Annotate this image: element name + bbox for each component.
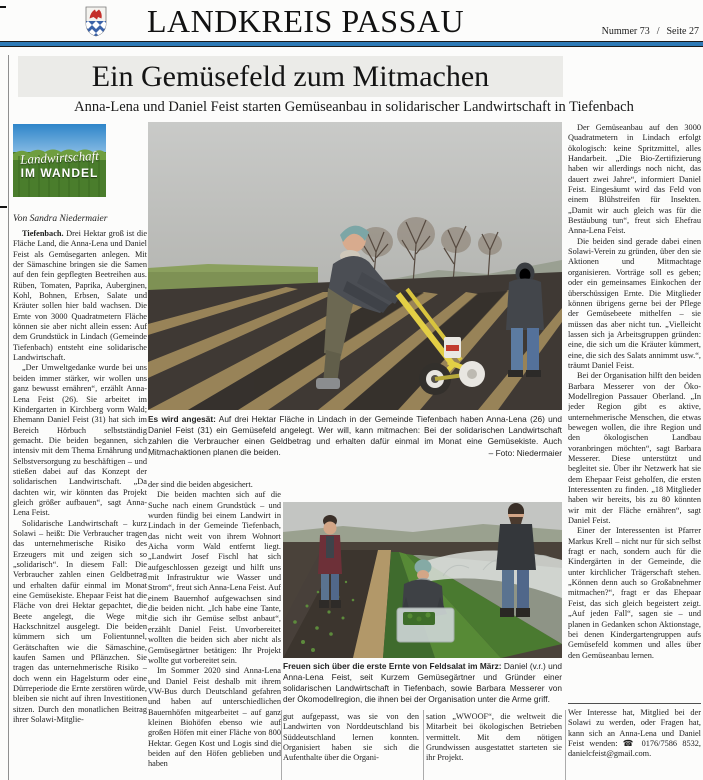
harvest-photo-image bbox=[283, 502, 562, 658]
article-paragraph bbox=[13, 229, 147, 363]
article-paragraph: sation „WWOOF“, die weltweit die Mitarbeit bei ökologischen Betrieben vermittelt. Mit dem nötigen Grundwissen ausgestattet starteten sie ihr Projekt. bbox=[426, 712, 562, 763]
photo-credit: – Foto: Niedermaier bbox=[483, 448, 562, 459]
salad-crate bbox=[397, 608, 454, 642]
contact-phone-email: 0176/7586 8532, danielcfeist@gmail.com. bbox=[568, 739, 701, 759]
column-separator bbox=[423, 710, 424, 780]
article-paragraph: Die beiden sind gerade dabei einen Solawi-Verein zu gründen, über den sie Aktionen und Mitmachtage organisieren. Vorträge soll es geben; oder ein gemeinsames Einkochen der überschüssigen Ernte. Die Mitglieder können übrigens gerne bei der Pflege der Gemüsebeete mithelfen – sie müssen das aber nicht tun. „Vielleicht lassen sich ja Arbeitsgruppen gründen: eine, die sich um die Kräuter kümmert, eine, die sich des Salats annimmt usw.“, träumt Daniel Feist. bbox=[568, 236, 701, 370]
caption-lead: Es wird angesät: bbox=[148, 414, 216, 424]
salad-harvest-scene bbox=[283, 502, 562, 658]
article-paragraph: Einer der Interessenten ist Pfarrer Markus Krell – nicht nur für sich selbst fragt er nach, sondern auch für die Kindergärten in der Gemeinde, die unter kirchlicher Trägerschaft stehen. „Können denn auch so Großabnehmer mitmachen?“, fragt er das Ehepaar Feist, das sich gleich begeistert zeigt. „Auf jeden Fall“, sagen sie – und planen in Gedanken schon Aktionstage, bei denen Kindergartengruppen aufs Gemüsefeld kommen und alles über den Gemüseanbau lernen. bbox=[568, 526, 701, 660]
article-paragraph: „Der Umweltgedanke wurde bei uns beiden immer stärker, wir wollen uns ganz bewusst ernähren“, erzählt Anna-Lena Feist (26). Sie arbeitet im Kindergarten in Kirchberg vorm Wald; Ehemann Daniel Feist (31) hat sich im Bereich Hörbuch selbstständig gemacht. Die beiden begannen, sich intensiv mit dem Thema Ernährung und Selbstversorgung zu beschäftigen – und stießen dabei auf das Konzept der solidarischen Landwirtschaft. „Da dachten wir, wir könnten das Projekt gleich größer aufbauen“, sagt Anna-Lena Feist. bbox=[13, 363, 147, 518]
article-paragraph: Die beiden machten sich auf die Suche nach einem Grundstück – und wurden fündig bei einem Landwirt in Lindach in der Gemeinde Tiefenbach, das nicht weit von ihrem Wohnort Aicha vorm Wald entfernt liegt. „Landwirt Josef Fischl hat sich aufgeschlossen gezeigt und hilft uns mit Infrastruktur wie Wasser und Strom“, freut sich Anna-Lena Feist. Auf einem Bauernhof aufgewachsen sind die beiden nicht. „Ich habe eine Tante, die sich ihr Gemüse selbst anbaut“, erzählt Daniel Feist. Unvorbereitet wollten die beiden sich aber nicht als Gemüsegärtner betätigen: Ihr Projekt wollte gut vorbereitet sein. bbox=[148, 490, 281, 665]
dateline-lead: Tiefenbach. bbox=[22, 229, 64, 238]
contact-paragraph bbox=[568, 708, 701, 760]
scan-mark bbox=[0, 206, 7, 208]
series-badge-subtitle: IM WANDEL bbox=[20, 166, 99, 180]
main-photo-caption bbox=[148, 414, 562, 460]
contact-divider bbox=[568, 703, 701, 704]
phone-icon: ☎ bbox=[622, 739, 637, 749]
page-edge-rule bbox=[8, 55, 9, 780]
right-column bbox=[568, 123, 701, 700]
paragraph-text: Drei Hektar groß ist die Fläche Land, die Anna-Lena und Daniel Feist als Gemüsegarten anlegen. Mit der Sämaschine bringen sie die Samen auf den fein gepflegten Beetreihen aus. Rüben, Tomaten, Paprika, Auberginen, Kohl, Bohnen, Erbsen, Salate und Kräuter sollen hier bald wachsen. Die Ernte von 3000 Quadratmetern Fläche können sie aber nicht allein essen: Auf dem Grundstück in Lindach (Gemeinde Tiefenbach) entsteht eine solidarische Landwirtschaft. bbox=[13, 229, 147, 363]
caption-lead: Freuen sich über die erste Ernte von Feldsalat im März: bbox=[283, 661, 502, 671]
main-photo-image bbox=[148, 122, 562, 410]
series-badge-image bbox=[13, 124, 106, 197]
article-subheadline: Anna-Lena und Daniel Feist starten Gemüseanbau in solidarischer Landwirtschaft in Tiefenbach bbox=[74, 99, 634, 115]
column-separator bbox=[565, 710, 566, 780]
article-paragraph: Der Gemüseanbau auf den 3000 Quadratmetern in Lindach erfolgt ökologisch: keine Spritzmittel, alles Handarbeit. „Die Bio-Zertifizierung haben wir allerdings noch nicht, das dauert zwei Jahre“, informiert Daniel Feist. Eingesäumt wird das Feld von einem Blühstreifen für Insekten. „Damit wir auch gleich was für die Bestäubung tun“, freut sich Ehefrau Anna-Lena Feist. bbox=[568, 123, 701, 236]
page-number: Seite 27 bbox=[666, 26, 699, 37]
headline-band bbox=[18, 56, 563, 97]
harvest-photo-caption bbox=[283, 661, 562, 707]
masthead-rule bbox=[0, 41, 703, 47]
caption-text: Daniel (v.r.) und Anna-Lena Feist, seit Kurzem Gemüsegärtner und Gründer einer solidarischen Landwirtschaft in Tiefenbach, sowie Barbara Messerer von der Ökomodellregion, die ihnen bei der Organisation unter die Arme griff. bbox=[283, 661, 562, 704]
issue-and-page-info bbox=[602, 26, 699, 37]
article-paragraph: gut aufgepasst, was sie von den Landwirten von Norddeutschland bis Süddeutschland lernen konnten. Organisiert haben sie sich die Aufenthalte über die Organi- bbox=[283, 712, 419, 763]
middle-column bbox=[148, 480, 281, 780]
article-paragraph: Solidarische Landwirtschaft – kurz Solawi – heißt: Die Verbraucher tragen das unternehmerische Risiko des Erzeugers mit und zeigen sich so „solidarisch“. In diesem Fall: Die Verbraucher zahlen einen Geldbetrag und erhalten dafür einmal im Monat eine Gemüsekiste. Ehepaar Feist hat die Fläche von drei Hektar gepachtet, die Beete angelegt, die Wege mit Hackschnitzel ausgelegt. Die beiden kümmern sich um Folientunnel, Gerätschaften wie die Sämaschine, kaufen Samen und Pflänzchen. Sie tragen das unternehmerische Risiko – doch wenn ein Hagelsturm oder eine Dürreperiode die Ernte zerstören würde, bleiben sie nicht auf ihren Investitionen sitzen. Durch den monatlichen Beitrag ihrer Solawi-Mitglie- bbox=[13, 518, 147, 725]
divider-slash: / bbox=[656, 26, 660, 37]
left-column bbox=[13, 229, 147, 780]
article-headline: Ein Gemüsefeld zum Mitmachen bbox=[91, 59, 490, 93]
sowing-field-scene bbox=[148, 122, 562, 410]
bottom-column-right bbox=[426, 712, 562, 780]
article-paragraph: Bei der Organisation hilft den beiden Barbara Messerer von der Öko-Modellregion Passauer Oberland. „In jeder Region gibt es aktive, unternehmerische Menschen, die etwas bewegen wollen, die ihre Region und den ökologischen Landbau voranbringen möchten“, sagt Barbara Messerer. Diese unterstützt und begleitet sie. Über ihr Netzwerk hat sie dem Ehepaar Feist geholfen, die ersten Interessenten zu finden. „18 Mitglieder haben wir bereits, bis zu 80 könnten wir mit der Fläche ernähren“, sagt Daniel Feist. bbox=[568, 371, 701, 526]
contact-note bbox=[568, 708, 701, 780]
byline: Von Sandra Niedermaier bbox=[13, 214, 108, 224]
column-separator bbox=[281, 710, 282, 780]
series-badge-title: Landwirtschaft bbox=[19, 147, 100, 168]
article-paragraph: Im Sommer 2020 sind Anna-Lena und Daniel Feist deshalb mit ihrem VW-Bus durch Deutschland gefahren und haben auf unterschiedlichen Bauernhöfen mitgearbeitet – auf ganz kleinen Biohöfen ebenso wie auf großen Höfen mit einer Fläche von 800 Hektar. Gegen Kost und Logis sind die beiden auf den Höfen geblieben und haben bbox=[148, 666, 281, 769]
passau-coat-of-arms-icon bbox=[85, 6, 107, 37]
scan-mark bbox=[0, 6, 6, 8]
bottom-column-left bbox=[283, 712, 419, 780]
contact-text: Wer Interesse hat, Mitglied bei der Solawi zu werden, oder Fragen hat, kann sich an Anna-Lena und Daniel Feist wenden: bbox=[568, 708, 701, 749]
masthead-title: LANDKREIS PASSAU bbox=[147, 3, 465, 39]
issue-number: Nummer 73 bbox=[601, 26, 650, 37]
caption-text: Auf drei Hektar Fläche in Lindach in der Gemeinde Tiefenbach haben Anna-Lena (26) und Daniel Feist (31) ein Gemüsefeld angelegt. Wer will, kann mitmachen: Bei der solidarischen Landwirtschaft zahlen die Verbraucher einen Geldbetrag und erhalten dafür einmal im Monat eine Gemüsekiste. Auch Mitmachaktionen planen die beiden. bbox=[148, 414, 562, 457]
article-paragraph: der sind die beiden abgesichert. bbox=[148, 480, 253, 489]
